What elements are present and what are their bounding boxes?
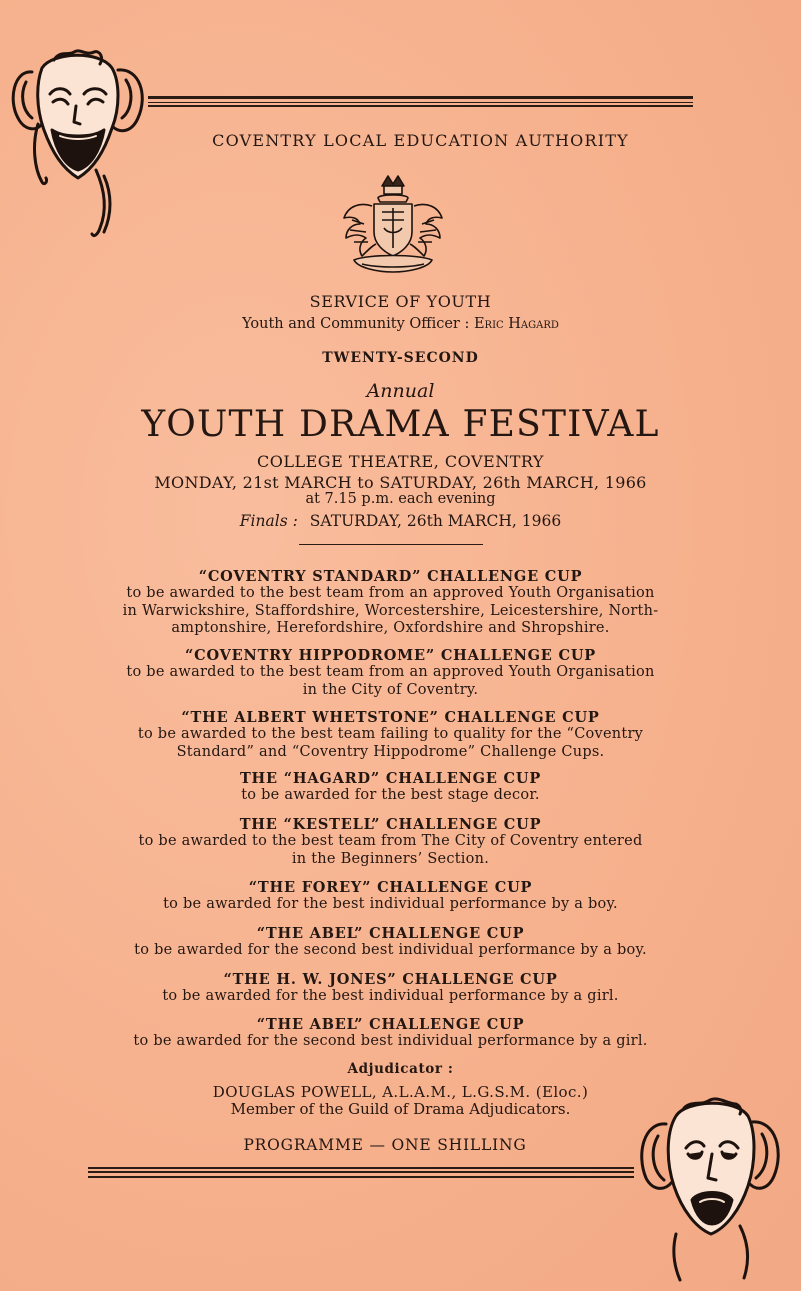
- finals-date: SATURDAY, 26th MARCH, 1966: [309, 512, 562, 530]
- cup-title: THE “HAGARD” CHALLENGE CUP: [239, 770, 542, 787]
- festival-finals: [0, 512, 801, 530]
- festival-dates: MONDAY, 21st MARCH to SATURDAY, 26th MARCH, 1966: [154, 473, 647, 492]
- coat-of-arms-icon: [338, 172, 448, 276]
- service-of-youth-heading: SERVICE OF YOUTH: [309, 292, 492, 311]
- cup-description-line: to be awarded for the best stage decor.: [241, 787, 540, 803]
- festival-ordinal: TWENTY-SECOND: [322, 350, 479, 366]
- cup-title: “THE H. W. JONES” CHALLENGE CUP: [223, 971, 558, 988]
- cup-description-line: to be awarded to the best team from The City of Coventry entered: [138, 833, 643, 849]
- cup-title: THE “KESTELL” CHALLENGE CUP: [239, 816, 542, 833]
- cup-description-line: to be awarded to the best team from an approved Youth Organisation: [126, 585, 655, 601]
- cup-description-line: to be awarded to the best team failing to quality for the “Coventry: [137, 726, 644, 742]
- cup-entry: [80, 568, 701, 638]
- bottom-double-rule: [88, 1167, 634, 1178]
- adjudicator-name: DOUGLAS POWELL, A.L.A.M., L.G.S.M. (Eloc.): [212, 1083, 589, 1101]
- cup-title: “THE ABEL” CHALLENGE CUP: [256, 1016, 525, 1033]
- cup-description-line: Standard” and “Coventry Hippodrome” Challenge Cups.: [176, 743, 605, 760]
- programme-price: PROGRAMME — ONE SHILLING: [243, 1136, 527, 1154]
- cup-description-line: in Warwickshire, Staffordshire, Worcestershire, Leicestershire, North-: [122, 602, 659, 619]
- officer-name: Eric Hagard: [473, 316, 559, 332]
- cup-entry: [80, 770, 701, 805]
- cup-description-line: in the Beginners’ Section.: [291, 850, 490, 867]
- finals-label: Finals :: [239, 512, 298, 530]
- cup-entry: [80, 816, 701, 868]
- cup-title: “THE FOREY” CHALLENGE CUP: [248, 879, 533, 896]
- cup-entry: [80, 1016, 701, 1051]
- officer-line: [0, 316, 801, 332]
- tragedy-mask-icon: [636, 1094, 786, 1286]
- cup-title: “COVENTRY STANDARD” CHALLENGE CUP: [198, 568, 583, 585]
- officer-label: Youth and Community Officer :: [242, 316, 470, 332]
- top-double-rule: [148, 96, 693, 107]
- cup-entry: [80, 925, 701, 960]
- cup-description-line: to be awarded for the best individual performance by a girl.: [162, 988, 619, 1004]
- festival-title: YOUTH DRAMA FESTIVAL: [141, 404, 660, 445]
- festival-annual: Annual: [366, 380, 435, 402]
- festival-time: at 7.15 p.m. each evening: [305, 491, 496, 507]
- cup-title: “THE ALBERT WHETSTONE” CHALLENGE CUP: [181, 709, 600, 726]
- cup-title: “THE ABEL” CHALLENGE CUP: [256, 925, 525, 942]
- adjudicator-membership: Member of the Guild of Drama Adjudicators.: [230, 1100, 571, 1118]
- cup-description-line: in the City of Coventry.: [302, 681, 479, 698]
- cup-description-line: to be awarded for the second best individual performance by a boy.: [134, 942, 647, 958]
- cup-entry: [80, 709, 701, 761]
- comedy-mask-icon: [8, 48, 148, 243]
- adjudicator-label: Adjudicator :: [347, 1061, 454, 1077]
- cup-title: “COVENTRY HIPPODROME” CHALLENGE CUP: [184, 647, 597, 664]
- cup-entry: [80, 647, 701, 699]
- cup-description-line: to be awarded to the best team from an approved Youth Organisation: [126, 664, 655, 680]
- cup-description-line: amptonshire, Herefordshire, Oxfordshire and Shropshire.: [171, 620, 610, 636]
- festival-venue: COLLEGE THEATRE, COVENTRY: [257, 452, 544, 471]
- authority-heading: COVENTRY LOCAL EDUCATION AUTHORITY: [212, 131, 629, 150]
- cup-entry: [80, 971, 701, 1006]
- section-divider: [299, 544, 483, 545]
- cup-entry: [80, 879, 701, 914]
- cup-description-line: to be awarded for the best individual performance by a boy.: [163, 896, 618, 912]
- cup-description-line: to be awarded for the second best individual performance by a girl.: [133, 1033, 648, 1049]
